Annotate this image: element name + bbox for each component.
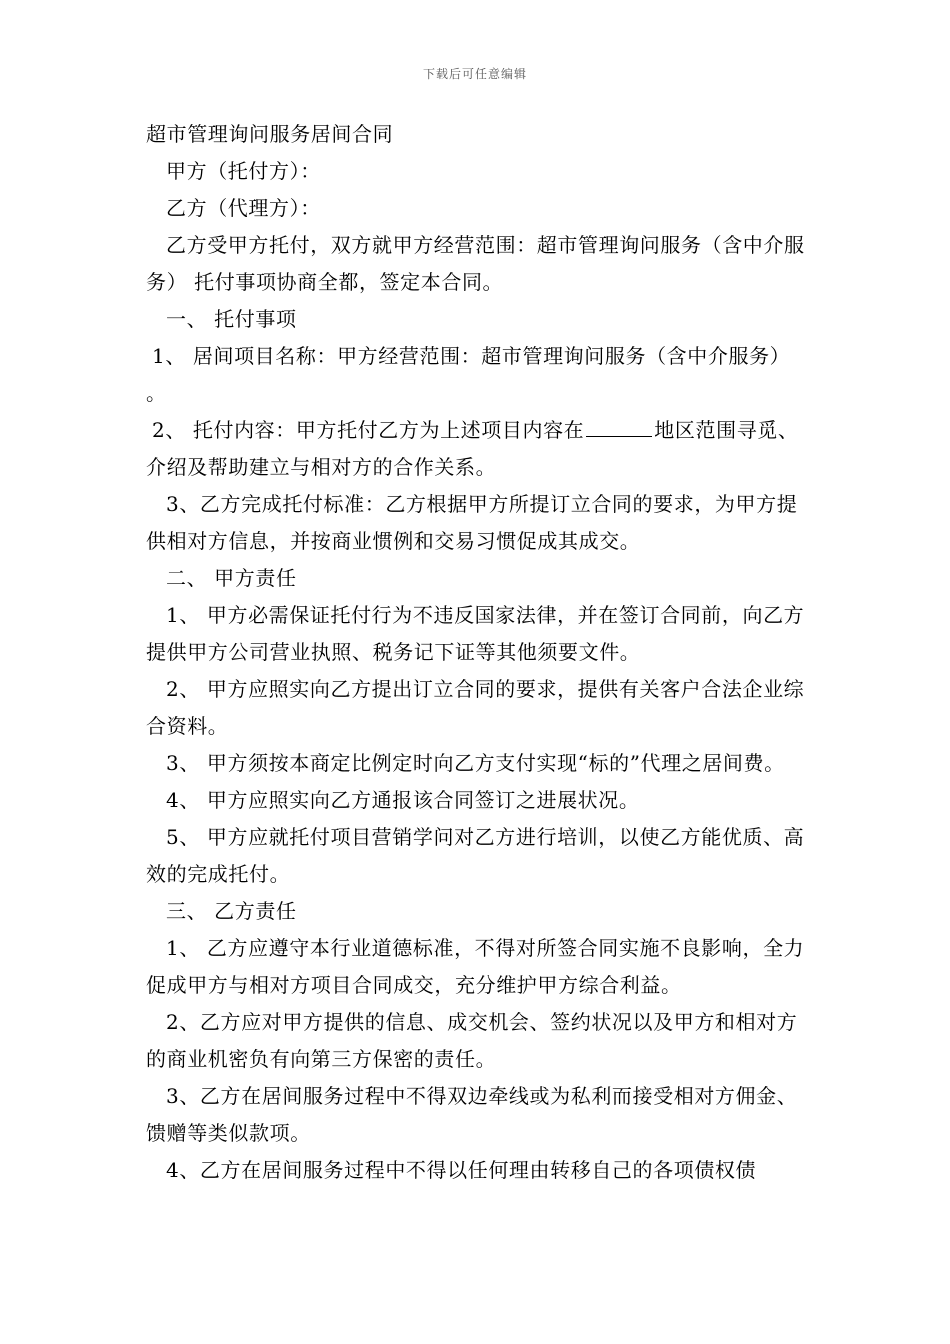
- section-3-heading: 三、 乙方责任: [166, 899, 297, 923]
- section-1-item-2-after: 地区范围寻觅、介绍及帮助建立与相对方的合作关系。: [146, 418, 799, 479]
- section-1-heading: 一、 托付事项: [166, 307, 297, 331]
- page-header: 下载后可任意编辑: [422, 67, 527, 81]
- intro-paragraph: 乙方受甲方托付，双方就甲方经营范围：超市管理询问服务（含中介服务） 托付事项协商全都，签定本合同。: [146, 233, 805, 294]
- section-1-item-2-before: 2、 托付内容：甲方托付乙方为上述项目内容在: [152, 418, 585, 442]
- party-b-line: 乙方（代理方）：: [166, 196, 321, 220]
- section-1-item-2: [146, 412, 816, 486]
- contract-body: [146, 116, 816, 1189]
- party-a-line: 甲方（托付方）：: [166, 159, 321, 183]
- section-2-item-1: 1、 甲方必需保证托付行为不违反国家法律，并在签订合同前，向乙方提供甲方公司营业执照、税务记下证等其他须要文件。: [146, 603, 805, 664]
- fill-in-blank-region: [586, 416, 652, 437]
- contract-title: 超市管理询问服务居间合同: [146, 122, 394, 146]
- section-1-item-3: 3、乙方完成托付标准：乙方根据甲方所提订立合同的要求，为甲方提供相对方信息，并按商业惯例和交易习惯促成其成交。: [146, 492, 798, 553]
- section-2-item-5: 5、 甲方应就托付项目营销学问对乙方进行培训，以使乙方能优质、高效的完成托付。: [146, 825, 805, 886]
- section-3-item-2: 2、乙方应对甲方提供的信息、成交机会、签约状况以及甲方和相对方的商业机密负有向第三方保密的责任。: [146, 1010, 798, 1071]
- section-3-item-4: 4、乙方在居间服务过程中不得以任何理由转移自己的各项债权债: [166, 1158, 757, 1182]
- section-2-item-2: 2、 甲方应照实向乙方提出订立合同的要求，提供有关客户合法企业综合资料。: [146, 677, 805, 738]
- section-1-item-1: 1、 居间项目名称：甲方经营范围：超市管理询问服务（含中介服务） 。: [146, 344, 791, 405]
- section-2-item-4: 4、 甲方应照实向乙方通报该合同签订之进展状况。: [166, 788, 640, 812]
- section-2-heading: 二、 甲方责任: [166, 566, 297, 590]
- section-2-item-3: 3、 甲方须按本商定比例定时向乙方支付实现“标的”代理之居间费。: [166, 751, 785, 775]
- section-3-item-3: 3、乙方在居间服务过程中不得双边牵线或为私利而接受相对方佣金、馈赠等类似款项。: [146, 1084, 798, 1145]
- section-3-item-1: 1、 乙方应遵守本行业道德标准，不得对所签合同实施不良影响，全力促成甲方与相对方项目合同成交，充分维护甲方综合利益。: [146, 936, 805, 997]
